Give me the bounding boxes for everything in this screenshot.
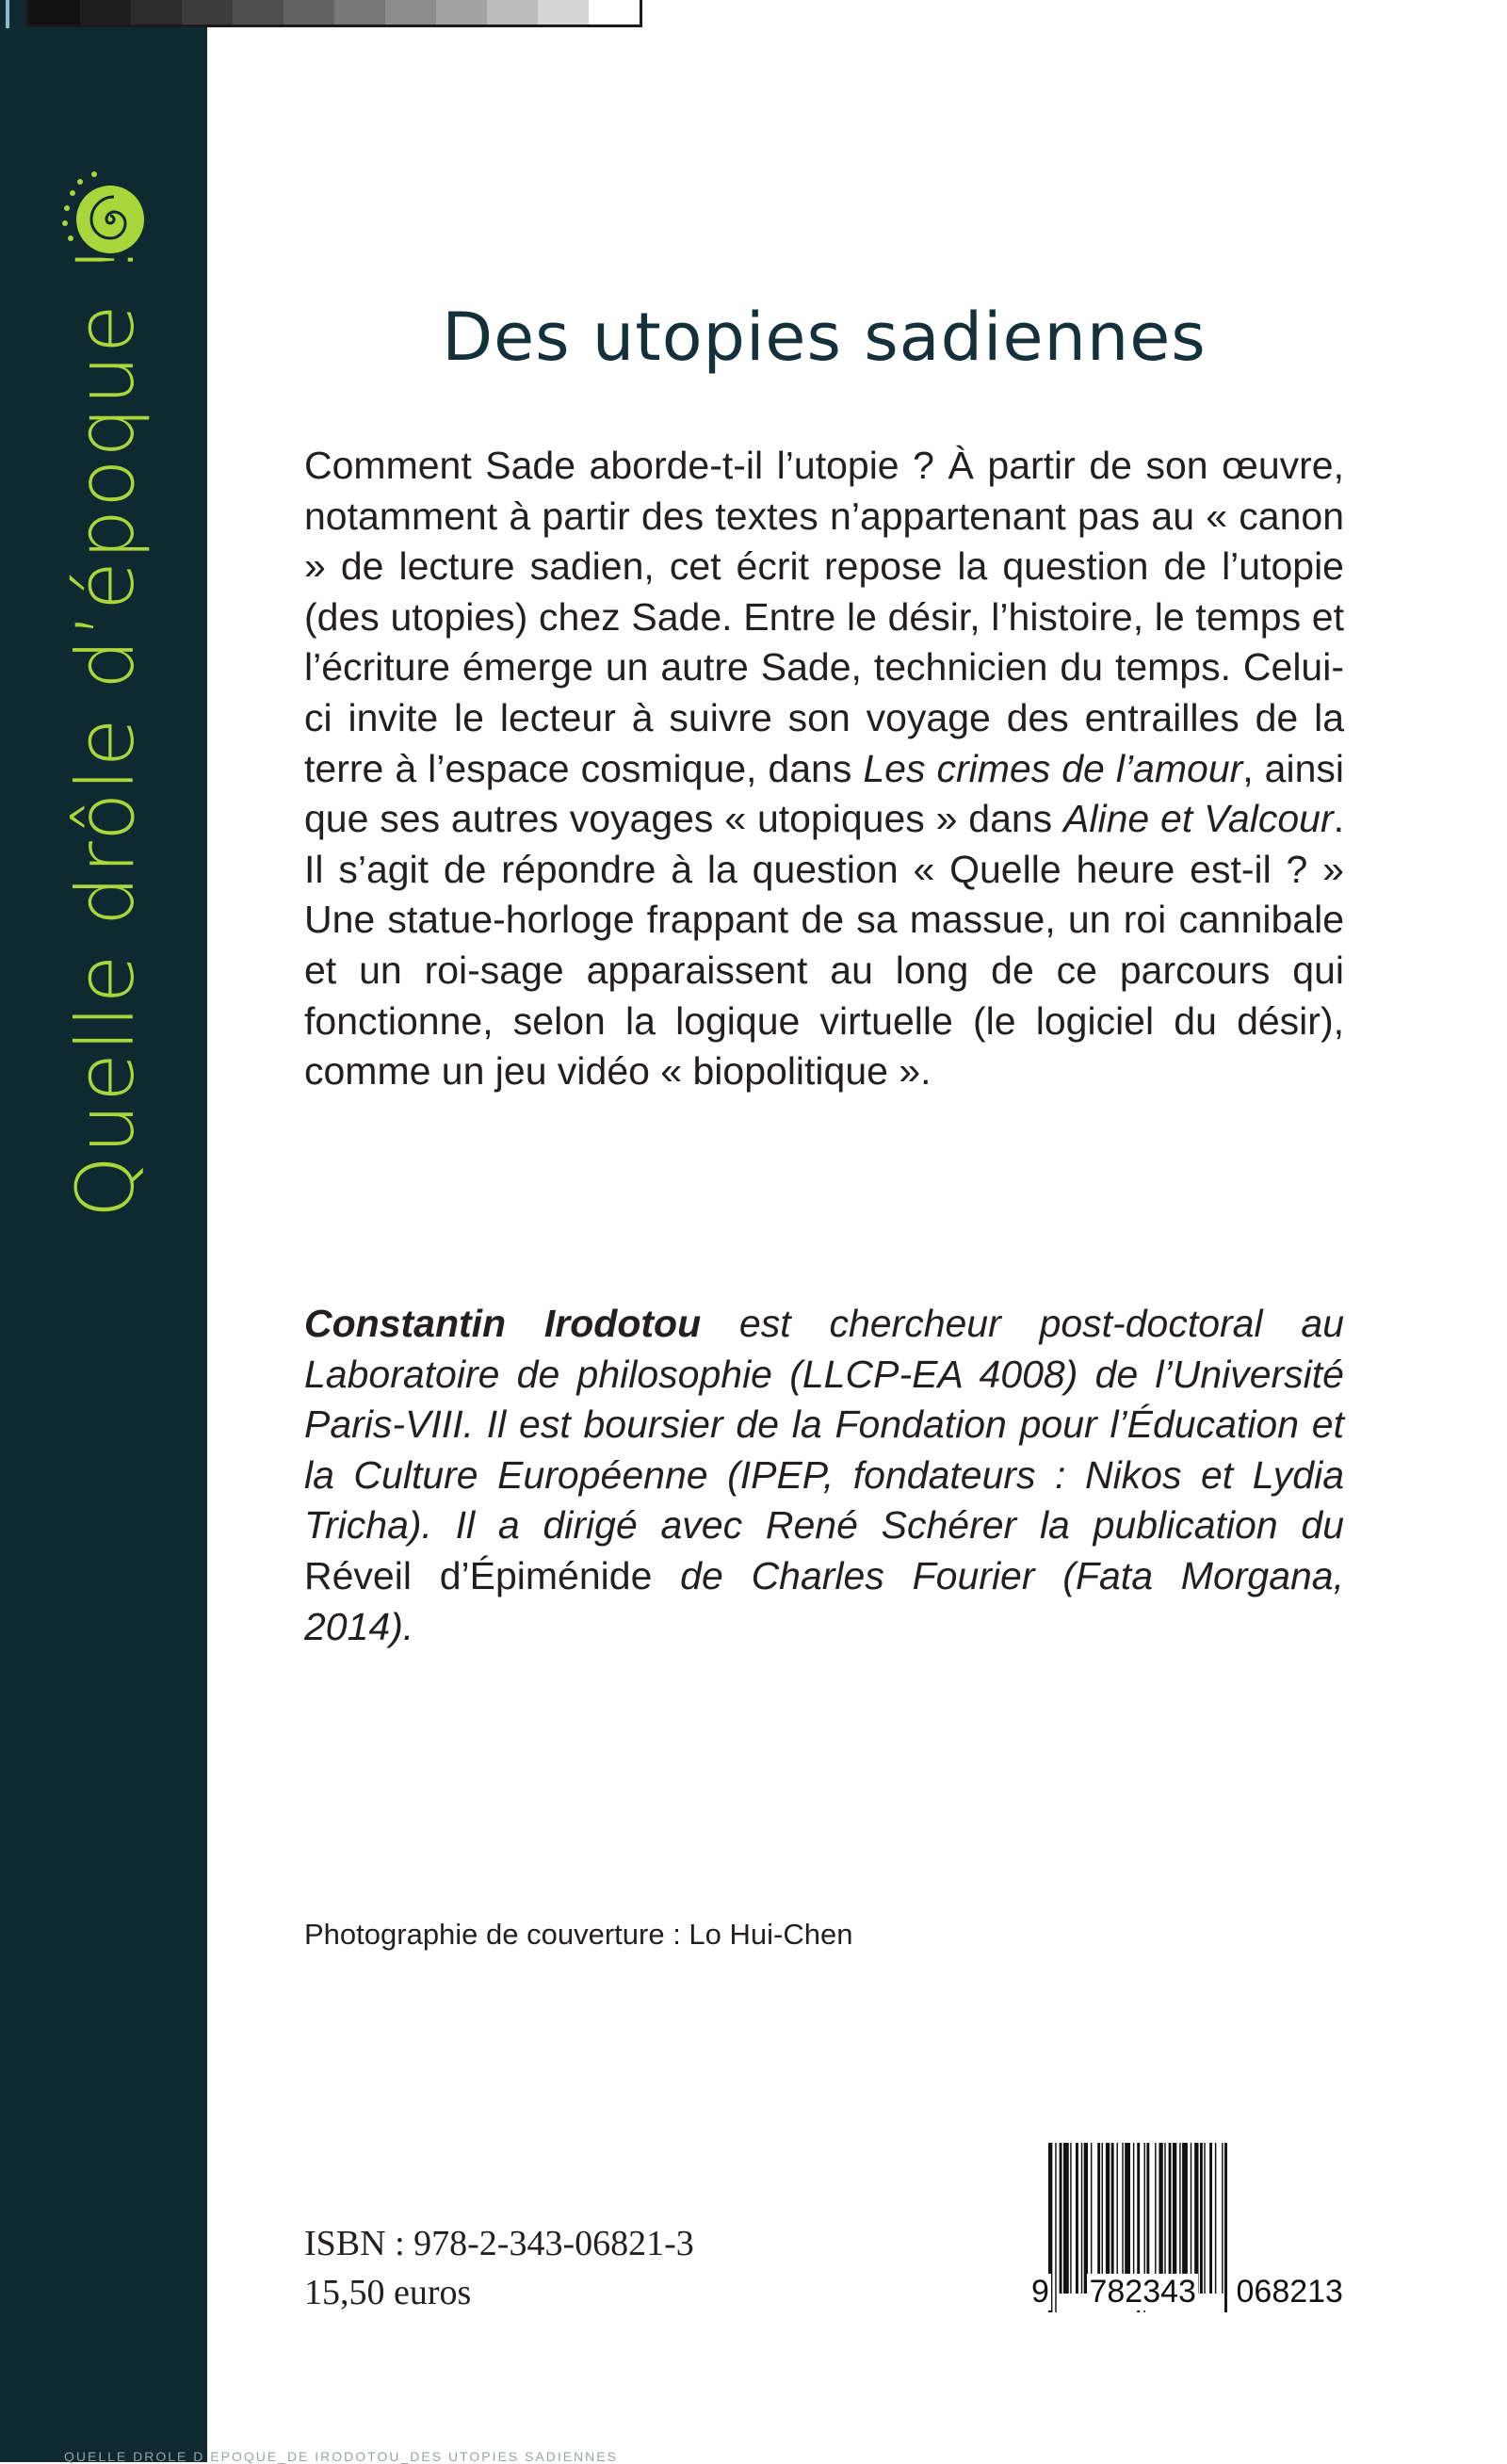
barcode-bar bbox=[1125, 2143, 1130, 2294]
color-swatch bbox=[487, 0, 538, 24]
barcode-bar bbox=[1194, 2143, 1198, 2294]
color-swatch bbox=[131, 0, 182, 24]
barcode-bar bbox=[1106, 2143, 1110, 2294]
barcode-bar bbox=[1097, 2143, 1100, 2294]
color-swatch bbox=[284, 0, 334, 24]
spine-crop-mark bbox=[6, 0, 9, 28]
barcode-bar bbox=[1111, 2143, 1114, 2294]
barcode-digits-left: 782343 bbox=[1089, 2274, 1196, 2310]
barcode-bar bbox=[1155, 2143, 1156, 2294]
color-swatch bbox=[538, 0, 589, 24]
barcode-bar bbox=[1204, 2143, 1205, 2294]
color-swatch bbox=[385, 0, 436, 24]
barcode-digit-prefix: 9 bbox=[1031, 2274, 1049, 2310]
barcode-bar bbox=[1081, 2143, 1082, 2294]
barcode-bar bbox=[1182, 2143, 1188, 2294]
blurb-text-2: , ainsi que ses autres voyages « utopiques » dans bbox=[304, 746, 1345, 841]
barcode-bar bbox=[1091, 2143, 1092, 2294]
barcode-bar bbox=[1209, 2143, 1212, 2294]
bio-text-1: est chercheur post-doctoral au Laboratoire de philosophie (LLCP-EA 4008) de l’Université Paris-VIII. Il est boursier de la Fondation pour l’Éducation et la Culture Européenne (IPEP, fondateurs : Nikos et Lydia Tricha). Il a dirigé avec René Schérer la publication du bbox=[304, 1302, 1344, 1548]
barcode-bar bbox=[1215, 2143, 1216, 2294]
color-calibration-bar bbox=[26, 0, 642, 27]
color-swatch bbox=[80, 0, 131, 24]
barcode-bar bbox=[1169, 2143, 1172, 2294]
book-blurb bbox=[304, 441, 1344, 1097]
barcode-bar bbox=[1063, 2143, 1069, 2294]
barcode-bar bbox=[1084, 2143, 1088, 2294]
series-title: Quelle drôle d’époque ! bbox=[59, 241, 152, 1219]
barcode-bar bbox=[1060, 2143, 1062, 2294]
isbn: ISBN : 978-2-343-06821-3 bbox=[304, 2224, 694, 2263]
barcode-bar bbox=[1179, 2143, 1180, 2294]
barcode-bar bbox=[1122, 2143, 1123, 2294]
color-swatch bbox=[233, 0, 284, 24]
color-swatch bbox=[182, 0, 233, 24]
book-title: Des utopies sadiennes bbox=[442, 298, 1207, 376]
blurb-text-1: Comment Sade aborde-t-il l’utopie ? À partir de son œuvre, notamment à partir des textes n’appartenant pas au « canon » de lecture sadien, cet écrit repose la question de l’utopie (des utopies) chez Sade. Entre le désir, l’histoire, le temps et l’écriture émerge un autre Sade, technicien du temps. Celui-ci invite le lecteur à suivre son voyage des entrailles de la terre à l’espace cosmique, dans bbox=[304, 444, 1344, 790]
color-swatch bbox=[589, 0, 640, 24]
barcode-bar bbox=[1102, 2143, 1103, 2294]
barcode-bar bbox=[1076, 2143, 1078, 2294]
photo-credit: Photographie de couverture : Lo Hui-Chen bbox=[304, 1918, 853, 1951]
barcode-bar bbox=[1222, 2143, 1223, 2294]
barcode-bar bbox=[1117, 2143, 1118, 2294]
author-name: Constantin Irodotou bbox=[304, 1302, 702, 1345]
barcode-digits bbox=[1029, 2274, 1345, 2310]
color-swatch bbox=[334, 0, 385, 24]
bio-book-title: Réveil d’Épiménide bbox=[304, 1553, 653, 1597]
work-title-crimes: Les crimes de l’amour bbox=[863, 746, 1243, 790]
work-title-aline: Aline et Valcour bbox=[1063, 797, 1334, 841]
bio-text-2: de Charles Fourier (Fata Morgana, 2014). bbox=[304, 1553, 1345, 1648]
blurb-text-3: . Il s’agit de répondre à la question « Quelle heure est-il ? » Une statue-horloge frappant de sa massue, un roi cannibale et un roi-sage apparaissent au long de ce parcours qui fonctionne, selon la logique virtuelle (le logiciel du désir), comme un jeu vidéo « biopolitique ». bbox=[304, 797, 1345, 1094]
color-swatch bbox=[29, 0, 80, 24]
barcode-bar bbox=[1146, 2143, 1149, 2294]
barcode-bar bbox=[1164, 2143, 1165, 2294]
barcode-bar bbox=[1070, 2143, 1071, 2294]
barcode-bar bbox=[1200, 2143, 1203, 2294]
barcode-digits-right: 068213 bbox=[1236, 2274, 1343, 2310]
color-swatch bbox=[436, 0, 487, 24]
print-slug: QUELLE DROLE D EPOQUE_DE IRODOTOU_DES UTOPIES SADIENNES bbox=[64, 2449, 618, 2464]
price: 15,50 euros bbox=[304, 2273, 472, 2312]
barcode-bar bbox=[1173, 2143, 1176, 2294]
author-bio bbox=[304, 1299, 1344, 1652]
barcode-bar bbox=[1159, 2143, 1162, 2294]
barcode-bar bbox=[1133, 2143, 1134, 2294]
